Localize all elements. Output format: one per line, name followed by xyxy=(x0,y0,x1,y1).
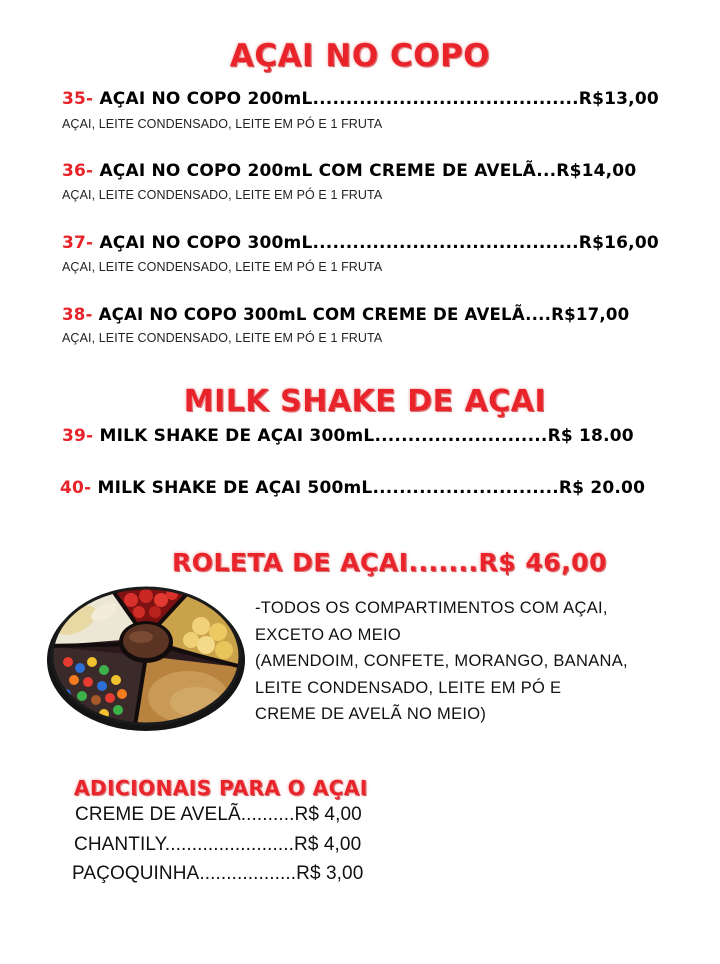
item-text: MILK SHAKE DE AÇAI 500mL............................R$ 20.00 xyxy=(97,478,646,498)
roleta-description xyxy=(255,595,628,728)
roleta-line: CREME DE AVELÃ NO MEIO) xyxy=(255,705,487,723)
section-title-copo: AÇAI NO COPO xyxy=(229,38,491,74)
item-number: 37- xyxy=(62,233,94,253)
roleta-line: (AMENDOIM, CONFETE, MORANGO, BANANA, xyxy=(255,652,628,670)
item-text: AÇAI NO COPO 300mL COM CREME DE AVELÃ....R$17,00 xyxy=(98,305,630,324)
menu-item-39 xyxy=(62,426,634,446)
section-title-shake: MILK SHAKE DE AÇAI xyxy=(183,384,547,419)
menu-item-38 xyxy=(62,305,629,324)
item-number: 40- xyxy=(60,478,92,498)
acai-roulette-tray-image xyxy=(46,582,246,732)
roleta-line: EXCETO AO MEIO xyxy=(255,625,402,644)
item-description-37: AÇAI, LEITE CONDENSADO, LEITE EM PÓ E 1 FRUTA xyxy=(62,260,383,274)
addon-item-creme-avela: CREME DE AVELÃ..........R$ 4,00 xyxy=(75,804,362,825)
menu-item-35 xyxy=(62,89,659,109)
section-title-roleta: ROLETA DE AÇAI.......R$ 46,00 xyxy=(172,548,607,577)
roleta-line: -TODOS OS COMPARTIMENTOS COM AÇAI, xyxy=(255,599,608,617)
menu-item-40 xyxy=(60,478,645,498)
addon-item-pacoquinha: PAÇOQUINHA..................R$ 3,00 xyxy=(72,863,364,884)
addon-item-chantily: CHANTILY........................R$ 4,00 xyxy=(74,834,362,855)
item-description-36: AÇAI, LEITE CONDENSADO, LEITE EM PÓ E 1 FRUTA xyxy=(62,188,383,202)
item-description-38: AÇAI, LEITE CONDENSADO, LEITE EM PÓ E 1 FRUTA xyxy=(62,331,383,345)
item-text: AÇAI NO COPO 300mL........................................R$16,00 xyxy=(99,233,659,253)
menu-item-36 xyxy=(62,161,636,181)
item-number: 36- xyxy=(62,161,94,181)
item-text: AÇAI NO COPO 200mL COM CREME DE AVELÃ...R$14,00 xyxy=(99,161,637,181)
item-text: MILK SHAKE DE AÇAI 300mL..........................R$ 18.00 xyxy=(99,426,634,446)
section-title-adicionais: ADICIONAIS PARA O AÇAI xyxy=(74,776,368,800)
item-text: AÇAI NO COPO 200mL........................................R$13,00 xyxy=(99,89,659,109)
menu-item-37 xyxy=(62,233,659,253)
item-number: 39- xyxy=(62,426,94,446)
roleta-line: LEITE CONDENSADO, LEITE EM PÓ E xyxy=(255,678,562,697)
item-number: 38- xyxy=(62,305,93,324)
item-description-35: AÇAI, LEITE CONDENSADO, LEITE EM PÓ E 1 FRUTA xyxy=(62,117,383,131)
item-number: 35- xyxy=(62,89,94,109)
